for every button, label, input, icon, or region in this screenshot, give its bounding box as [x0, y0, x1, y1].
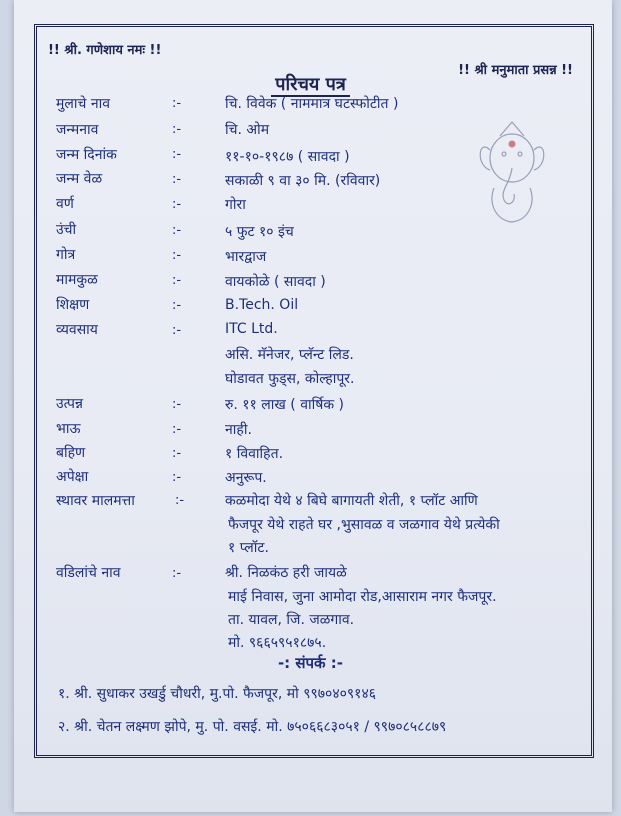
document-title: [0, 72, 621, 96]
label-birth-date: जन्म दिनांक: [56, 147, 117, 163]
separator: :-: [172, 223, 182, 238]
separator: :-: [172, 298, 182, 313]
label-occupation: व्यवसाय: [56, 322, 98, 338]
value-maternal-family: वायकोळे ( सावदा ): [225, 274, 326, 290]
value-height: ५ फुट १० इंच: [225, 224, 294, 240]
label-father-name: वडिलांचे नाव: [56, 565, 121, 581]
separator: :-: [172, 248, 182, 263]
ganesha-illustration: [470, 118, 554, 228]
separator: :-: [172, 323, 182, 338]
label-education: शिक्षण: [56, 297, 90, 313]
label-brother: भाऊ: [56, 421, 81, 437]
document-title-text: परिचय पत्र: [271, 74, 350, 97]
value-birth-date: ११-१०-१९८७ ( सावदा ): [225, 149, 350, 165]
father-address-line-2: ता. यावल, जि. जळगाव.: [228, 612, 355, 628]
separator: :-: [172, 147, 182, 162]
contact-heading: -: संपर्क :-: [277, 654, 344, 672]
label-income: उत्पन्न: [56, 396, 83, 412]
separator: :-: [172, 122, 182, 137]
separator: :-: [172, 422, 182, 437]
label-expectation: अपेक्षा: [56, 469, 89, 485]
label-height: उंची: [56, 222, 77, 238]
separator: :-: [172, 96, 182, 111]
label-complexion: वर्ण: [56, 196, 74, 212]
value-sister: १ विवाहित.: [225, 446, 284, 462]
value-income: रु. ११ लाख ( वार्षिक ): [225, 397, 345, 413]
value-groom-name: चि. विवेक ( नाममात्र घटस्फोटीत ): [225, 96, 399, 112]
value-complexion: गोरा: [225, 197, 246, 213]
father-mobile: मो. ९६६५९५१८७५.: [228, 635, 327, 651]
invocation-left: !! श्री. गणेशाय नमः !!: [48, 43, 162, 58]
label-gotra: गोत्र: [56, 247, 76, 263]
label-birth-name: जन्मनाव: [56, 122, 99, 138]
occupation-line-3: घोडावत फुड्स, कोल्हापूर.: [225, 371, 355, 387]
label-maternal-family: मामकुळ: [56, 272, 98, 288]
contact-line-1: १. श्री. सुधाकर उखर्डु चौधरी, मु.पो. फैजपूर, मो ९९७०४०९१४६: [58, 686, 376, 702]
value-property: कळमोदा येथे ४ बिघे बागायती शेती, १ प्लॉट आणि: [225, 493, 478, 509]
separator: :-: [172, 566, 182, 581]
value-birth-name: चि. ओम: [225, 122, 270, 138]
property-line-3: १ प्लॉट.: [228, 540, 269, 556]
value-education: B.Tech. Oil: [225, 297, 299, 313]
separator: :-: [172, 273, 182, 288]
property-line-2: फैजपूर येथे राहते घर ,भुसावळ व जळगाव येथे प्रत्येकी: [228, 517, 500, 533]
occupation-line-2: असि. मॅनेजर, प्लॅन्ट लिड.: [225, 347, 354, 363]
separator: :-: [172, 397, 182, 412]
label-birth-time: जन्म वेळ: [56, 171, 103, 187]
value-gotra: भारद्वाज: [225, 249, 267, 265]
value-father-name: श्री. निळकंठ हरी जायळे: [225, 565, 347, 581]
value-brother: नाही.: [225, 422, 252, 438]
value-occupation: ITC Ltd.: [225, 321, 278, 337]
separator: :-: [172, 446, 182, 461]
value-birth-time: सकाळी ९ वा ३० मि. (रविवार): [225, 173, 381, 189]
value-expectation: अनुरूप.: [225, 470, 267, 486]
label-property: स्थावर मालमत्ता: [56, 493, 135, 509]
contact-line-2: २. श्री. चेतन लक्ष्मण झोपे, मु. पो. वसई. मो. ७५०६६८३०५१ / ९९७०८५८८७९: [58, 719, 447, 735]
separator: :-: [172, 172, 182, 187]
separator: :-: [172, 197, 182, 212]
separator: :-: [172, 470, 182, 485]
separator: :-: [175, 493, 185, 508]
label-groom-name: मुलाचे नाव: [56, 96, 111, 112]
father-address-line-1: माई निवास, जुना आमोदा रोड,आसाराम नगर फैजपूर.: [228, 589, 497, 605]
label-sister: बहिण: [56, 445, 86, 461]
invocation-right: !! श्री मनुमाता प्रसन्न !!: [458, 63, 573, 78]
